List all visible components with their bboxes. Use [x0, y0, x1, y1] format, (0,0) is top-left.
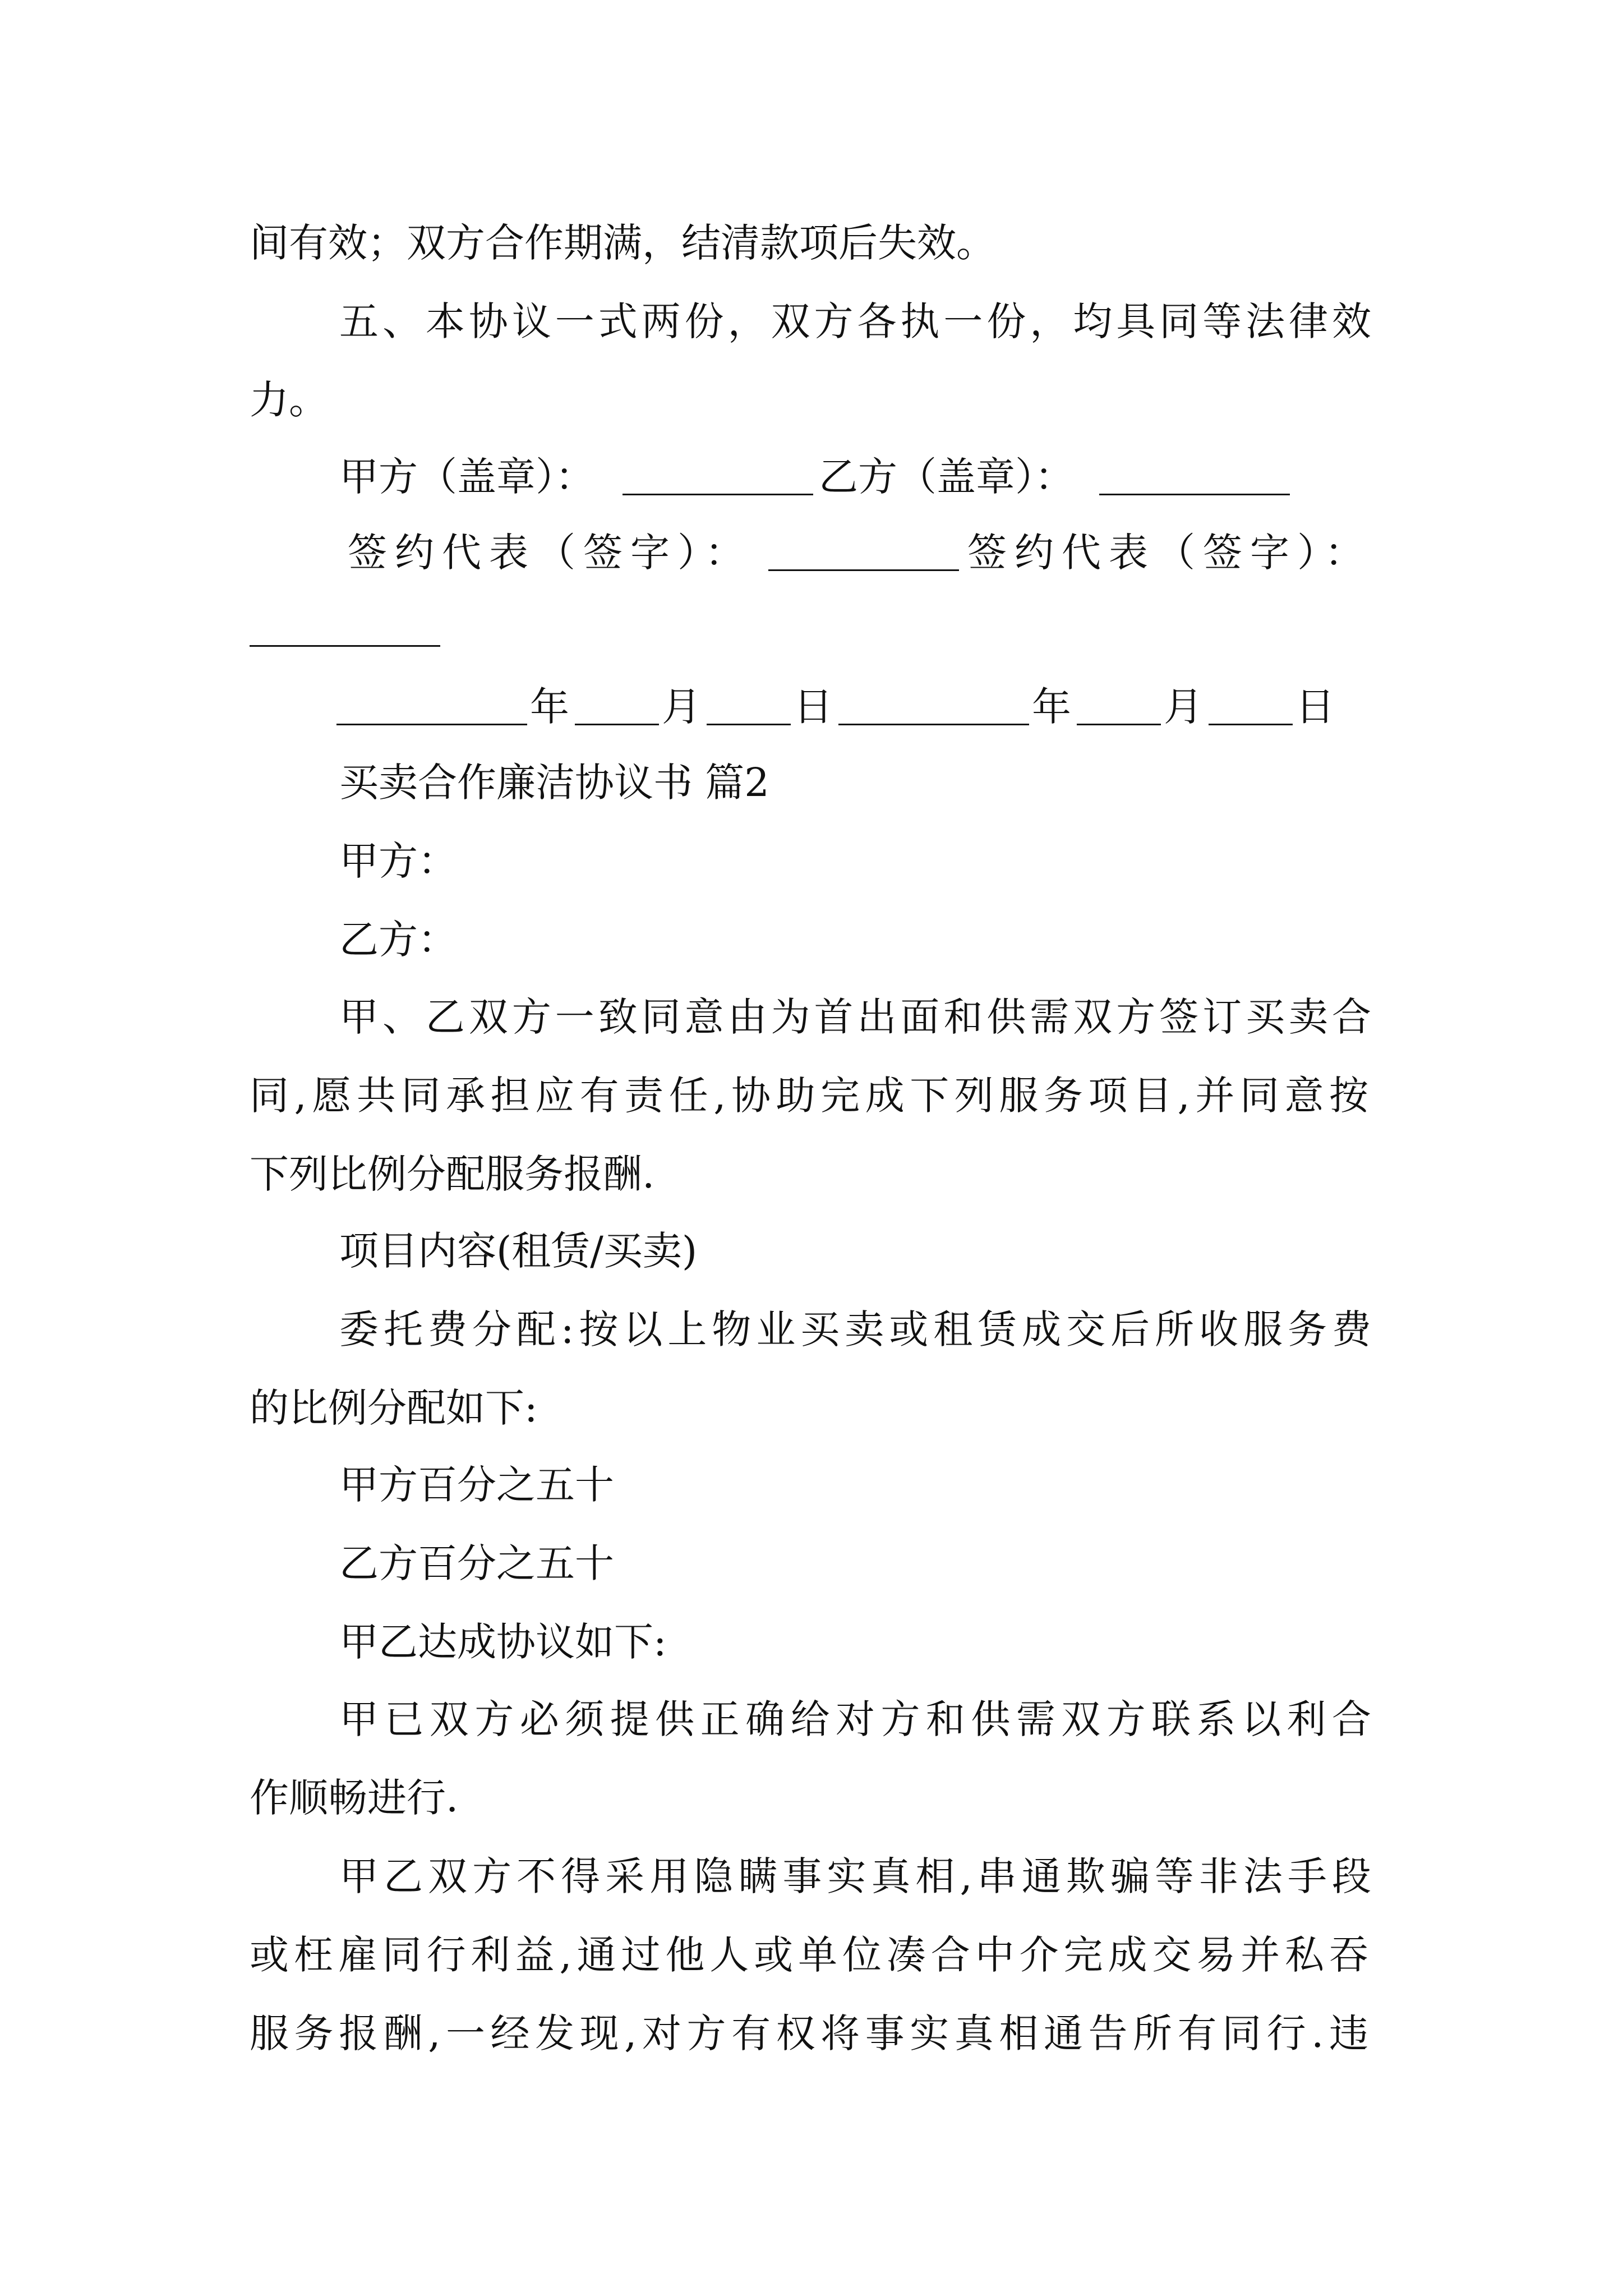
paragraph-line: 作顺畅进行.: [250, 1775, 459, 1821]
paragraph-line: 委托费分配:按以上物业买卖或租赁成交后所收服务费: [339, 1306, 1371, 1352]
party-b-rep-blank: [250, 645, 440, 647]
date-a-year-label: 年: [530, 684, 569, 730]
party-b-seal-blank: [1099, 494, 1290, 495]
paragraph-line: 的比例分配如下:: [250, 1385, 538, 1431]
date-a-day-label: 日: [794, 684, 833, 730]
date-a-month-label: 月: [662, 684, 701, 730]
party-a-seal-blank: [623, 494, 813, 495]
date-a-month-blank: [575, 724, 659, 725]
date-b-year-blank: [838, 724, 1029, 725]
paragraph-line: 项目内容(租赁/买卖): [339, 1228, 698, 1274]
party-b-label: 乙方：: [339, 917, 457, 963]
party-a-rep-blank: [768, 569, 959, 571]
party-b-rep-label: 签约代表（签字）：: [967, 530, 1372, 576]
date-b-day-label: 日: [1295, 684, 1335, 730]
date-b-month-blank: [1077, 724, 1161, 725]
party-b-seal-label: 乙方（盖章）：: [819, 454, 1074, 500]
date-a-year-blank: [336, 724, 527, 725]
paragraph-line: 或枉雇同行利益,通过他人或单位凑合中介完成交易并私吞: [250, 1932, 1368, 1978]
paragraph-line: 甲方百分之五十: [339, 1462, 614, 1508]
date-b-month-label: 月: [1164, 684, 1203, 730]
paragraph-line: 乙方百分之五十: [339, 1540, 614, 1586]
paragraph-line: 力。: [250, 377, 328, 423]
date-b-year-label: 年: [1032, 684, 1071, 730]
party-a-rep-label: 签约代表（签字）：: [348, 530, 752, 576]
party-a-seal-label: 甲方（盖章）：: [339, 454, 594, 500]
paragraph-line: 五、本协议一式两份，双方各执一份，均具同等法律效: [339, 298, 1371, 344]
date-a-day-blank: [707, 724, 791, 725]
paragraph-line: 甲乙达成协议如下:: [339, 1619, 667, 1665]
date-b-day-blank: [1209, 724, 1293, 725]
party-a-label: 甲方：: [339, 838, 457, 884]
paragraph-line: 服务报酬,一经发现,对方有权将事实真相通告所有同行.违: [250, 2010, 1368, 2056]
paragraph-line: 甲已双方必须提供正确给对方和供需双方联系以利合: [339, 1696, 1371, 1742]
paragraph-line: 甲乙双方不得采用隐瞒事实真相,串通欺骗等非法手段: [339, 1853, 1371, 1899]
paragraph-line: 同,愿共同承担应有责任,协助完成下列服务项目,并同意按: [250, 1073, 1368, 1119]
paragraph-line: 间有效；双方合作期满，结清款项后失效。: [250, 220, 995, 266]
paragraph-line: 甲、乙双方一致同意由为首出面和供需双方签订买卖合: [339, 994, 1371, 1040]
paragraph-line: 下列比例分配服务报酬.: [250, 1151, 655, 1197]
section-heading: 买卖合作廉洁协议书 篇2: [339, 760, 769, 806]
